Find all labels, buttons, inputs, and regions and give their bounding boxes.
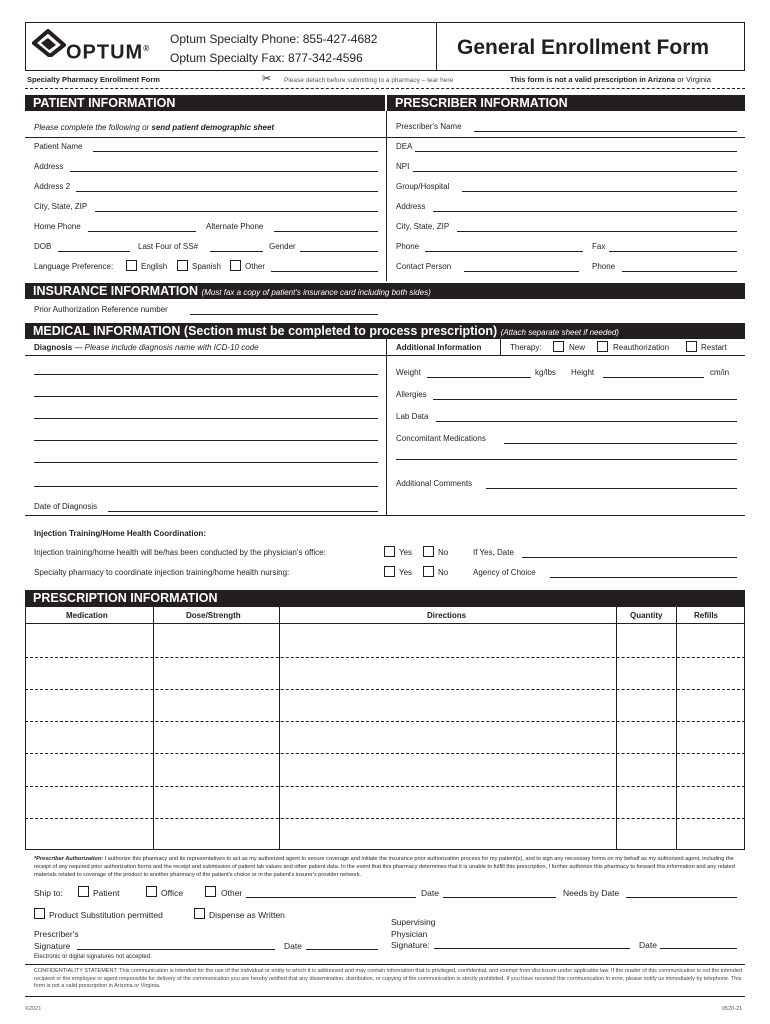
prescription-table (25, 606, 745, 850)
concomitant-field-2[interactable] (396, 459, 737, 460)
table-row[interactable] (25, 721, 745, 722)
substitution-label: Product Substitution permitted (49, 910, 163, 920)
form-title: General Enrollment Form (457, 36, 710, 59)
group-field[interactable] (462, 191, 737, 192)
prescriber-city-field[interactable] (457, 231, 737, 232)
spanish-label: Spanish (192, 262, 221, 271)
cm-label: cm/in (710, 368, 730, 377)
col-refills: Refills (694, 611, 719, 620)
concomitant-label: Concomitant Medications (396, 434, 486, 443)
prescriber-address-field[interactable] (433, 211, 737, 212)
rule (25, 137, 745, 138)
weight-field[interactable] (427, 377, 531, 378)
therapy-new-checkbox[interactable] (553, 341, 564, 352)
npi-field[interactable] (413, 171, 737, 172)
ship-other-field[interactable] (246, 897, 416, 898)
q1-yes-checkbox[interactable] (384, 546, 395, 557)
npi-label: NPI (396, 162, 410, 171)
ship-patient-label: Patient (93, 888, 120, 898)
patient-address-field[interactable] (70, 171, 378, 172)
therapy-divider (500, 339, 501, 355)
prior-auth-field[interactable] (190, 314, 378, 315)
diagnosis-field[interactable] (34, 374, 378, 375)
q2-yes-label: Yes (399, 568, 413, 577)
col-divider (153, 606, 154, 850)
col-medication: Medication (66, 611, 108, 620)
diagnosis-label: Diagnosis — Please include diagnosis name with ICD-10 code (34, 343, 259, 352)
prescriber-city-label: City, State, ZIP (396, 222, 450, 231)
diagnosis-field[interactable] (34, 418, 378, 419)
patient-city-label: City, State, ZIP (34, 202, 88, 211)
prescriber-info-header: PRESCRIBER INFORMATION (387, 95, 745, 111)
alt-phone-label: Alternate Phone (206, 222, 264, 231)
ssn-field[interactable] (210, 251, 263, 252)
authorization-text: *Prescriber Authorization: I authorize this pharmacy and its representatives to act as my authorized agent to secure coverage and initiate the insurance prior authorization process for my patient(s), and to sign any necessary forms on my behalf as my authorized agent, including the receipt of any required prior authorization forms and the receipt and submission of patient lab values and other patient data. In the event that this pharmacy determines that it is unable to fulfill this prescription, I further authorize this pharmacy to forward this information and any related materials related to coverage of the product to another pharmacy of the patient's choice or in the patient's insurer's provider network. (34, 856, 735, 878)
patient-address-label: Address (34, 162, 64, 171)
alt-phone-field[interactable] (274, 231, 378, 232)
q2-no-checkbox[interactable] (423, 566, 434, 577)
dob-label: DOB (34, 242, 52, 251)
comments-label: Additional Comments (396, 479, 473, 488)
table-row[interactable] (25, 818, 745, 819)
form-subtitle: Specialty Pharmacy Enrollment Form (27, 75, 160, 84)
dea-field[interactable] (415, 151, 737, 152)
dea-label: DEA (396, 142, 413, 151)
injection-title: Injection Training/Home Health Coordination: (34, 529, 207, 538)
if-yes-date-field[interactable] (522, 557, 737, 558)
supervising-signature-field[interactable] (434, 948, 630, 949)
prescriber-fax-field[interactable] (609, 251, 737, 252)
height-field[interactable] (603, 377, 704, 378)
col-quantity: Quantity (630, 611, 663, 620)
weight-label: Weight (396, 368, 421, 377)
other-language-field[interactable] (271, 271, 378, 272)
header-fax: Optum Specialty Fax: 877-342-4596 (170, 51, 363, 65)
needs-by-label: Needs by Date (563, 888, 620, 898)
patient-city-field[interactable] (95, 211, 378, 212)
dispense-checkbox[interactable] (194, 908, 205, 919)
comments-field[interactable] (486, 488, 737, 489)
diagnosis-field[interactable] (34, 462, 378, 463)
table-row[interactable] (25, 753, 745, 754)
dispense-label: Dispense as Written (209, 910, 285, 920)
col-dose: Dose/Strength (186, 611, 241, 620)
contact-field[interactable] (464, 271, 579, 272)
medical-info-header: MEDICAL INFORMATION (Section must be completed to process prescription) (Attach separate sheet if needed) (25, 323, 745, 339)
ship-date-label: Date (421, 888, 439, 898)
substitution-checkbox[interactable] (34, 908, 45, 919)
rule (25, 355, 745, 356)
bottom-rule (25, 996, 745, 997)
prescriber-phone-field[interactable] (425, 251, 583, 252)
prior-auth-label: Prior Authorization Reference number (34, 305, 168, 314)
prescriber-signature-field[interactable] (77, 949, 275, 950)
medical-divider (386, 339, 387, 515)
therapy-reauth-checkbox[interactable] (597, 341, 608, 352)
date-diagnosis-label: Date of Diagnosis (34, 502, 98, 511)
prescriber-sig-label-2: Signature (34, 941, 71, 951)
prescriber-date-field[interactable] (306, 949, 378, 950)
patient-name-field[interactable] (93, 151, 378, 152)
supervising-label-1: Supervising (391, 917, 436, 927)
supervising-label-2: Physician (391, 929, 428, 939)
patient-info-header: PATIENT INFORMATION (25, 95, 385, 111)
language-label: Language Preference: (34, 262, 114, 271)
table-row[interactable] (25, 657, 745, 658)
header-phone: Optum Specialty Phone: 855-427-4682 (170, 32, 378, 46)
additional-info-label: Additional Information (396, 343, 482, 352)
q1-no-checkbox[interactable] (423, 546, 434, 557)
insurance-info-header: INSURANCE INFORMATION (Must fax a copy of patient's insurance card including both sides) (25, 283, 745, 299)
therapy-restart-checkbox[interactable] (686, 341, 697, 352)
confidentiality-statement: CONFIDENTIALITY STATEMENT: This communication is intended for the use of the individual or entity to which it is addressed and may contain information that is privileged, confidential, and exempt from disclosure under applicable law. If the reader of this communication is not the intended recipient or the employee or agent responsible for delivery of the communication you are hereby notified that any dissemination, distribution, or copying of the communication is strictly prohibited. If you have received this communication in error, please notify us immediately by telephone. This form is not a valid prescription in Arizona or Virginia. (34, 968, 742, 989)
ship-office-checkbox[interactable] (146, 886, 157, 897)
agency-label: Agency of Choice (473, 568, 536, 577)
confidentiality-rule (25, 964, 745, 965)
col-directions: Directions (427, 611, 467, 620)
therapy-reauth-label: Reauthorization (613, 343, 670, 352)
supervising-label-3: Signature: (391, 940, 430, 950)
prescriber-phone-label: Phone (396, 242, 420, 251)
col-divider (616, 606, 617, 850)
q2-yes-checkbox[interactable] (384, 566, 395, 577)
group-label: Group/Hospital (396, 182, 450, 191)
col-divider (279, 606, 280, 850)
gender-label: Gender (269, 242, 296, 251)
scissors-icon: ✂ (262, 73, 272, 85)
english-label: English (141, 262, 168, 271)
col-divider (676, 606, 677, 850)
spanish-checkbox[interactable] (177, 260, 188, 271)
tear-line (25, 88, 745, 89)
detach-note: Please detach before submitting to a pharmacy – tear here (284, 77, 454, 84)
english-checkbox[interactable] (126, 260, 137, 271)
optum-logo-text: OPTUM® (66, 41, 151, 64)
prescriber-date-label: Date (284, 941, 302, 951)
if-yes-date-label: If Yes, Date (473, 548, 514, 557)
prescriber-name-label: Prescriber's Name (396, 122, 462, 131)
patient-address2-label: Address 2 (34, 182, 71, 191)
concomitant-field[interactable] (504, 443, 737, 444)
rule (25, 515, 745, 516)
prescriber-sig-label-1: Prescriber's (34, 929, 79, 939)
q2-no-label: No (438, 568, 449, 577)
patient-intro: Please complete the following or send patient demographic sheet (34, 123, 275, 132)
prescriber-fax-label: Fax (592, 242, 606, 251)
patient-address2-field[interactable] (76, 191, 378, 192)
lab-data-field[interactable] (436, 421, 737, 422)
header-divider (436, 22, 437, 71)
prescription-info-header: PRESCRIPTION INFORMATION (25, 590, 745, 606)
injection-q2: Specialty pharmacy to coordinate injection training/home health nursing: (34, 568, 290, 577)
allergies-field[interactable] (433, 399, 737, 400)
ship-to-label: Ship to: (34, 888, 63, 898)
diagnosis-field[interactable] (34, 486, 378, 487)
needs-by-field[interactable] (626, 897, 737, 898)
gender-field[interactable] (300, 251, 378, 252)
height-label: Height (571, 368, 595, 377)
therapy-label: Therapy: (510, 343, 542, 352)
supervising-date-label: Date (639, 940, 657, 950)
ship-other-checkbox[interactable] (205, 886, 216, 897)
form-code-right: 0520-21 (722, 1006, 743, 1012)
therapy-restart-label: Restart (701, 343, 727, 352)
prescriber-address-label: Address (396, 202, 426, 211)
electronic-note: Electronic or digital signatures not accepted. (34, 954, 152, 960)
other-language-checkbox[interactable] (230, 260, 241, 271)
table-row[interactable] (25, 689, 745, 690)
other-language-label: Other (245, 262, 266, 271)
rule (25, 623, 745, 624)
home-phone-field[interactable] (88, 231, 196, 232)
date-diagnosis-field[interactable] (108, 511, 378, 512)
valid-note: This form is not a valid prescription in Arizona or Virginia (510, 75, 711, 84)
lab-data-label: Lab Data (396, 412, 429, 421)
therapy-new-label: New (569, 343, 586, 352)
allergies-label: Allergies (396, 390, 427, 399)
agency-field[interactable] (550, 577, 737, 578)
ssn-label: Last Four of SS# (138, 242, 199, 251)
contact-phone-label: Phone (592, 262, 616, 271)
injection-q1: Injection training/home health will be/has been conducted by the physician's office: (34, 548, 326, 557)
q1-yes-label: Yes (399, 548, 413, 557)
ship-date-field[interactable] (443, 897, 556, 898)
diagnosis-field[interactable] (34, 440, 378, 441)
ship-other-label: Other (221, 888, 243, 898)
contact-label: Contact Person (396, 262, 452, 271)
q1-no-label: No (438, 548, 449, 557)
ship-office-label: Office (161, 888, 184, 898)
kg-label: kg/lbs (535, 368, 556, 377)
table-row[interactable] (25, 786, 745, 787)
supervising-date-field[interactable] (660, 948, 737, 949)
patient-name-label: Patient Name (34, 142, 83, 151)
home-phone-label: Home Phone (34, 222, 81, 231)
optum-logo-icon (32, 29, 66, 57)
contact-phone-field[interactable] (622, 271, 737, 272)
ship-patient-checkbox[interactable] (78, 886, 89, 897)
diagnosis-field[interactable] (34, 396, 378, 397)
prescriber-name-field[interactable] (474, 131, 737, 132)
form-code-left: ©2021 (25, 1006, 42, 1012)
dob-field[interactable] (58, 251, 130, 252)
